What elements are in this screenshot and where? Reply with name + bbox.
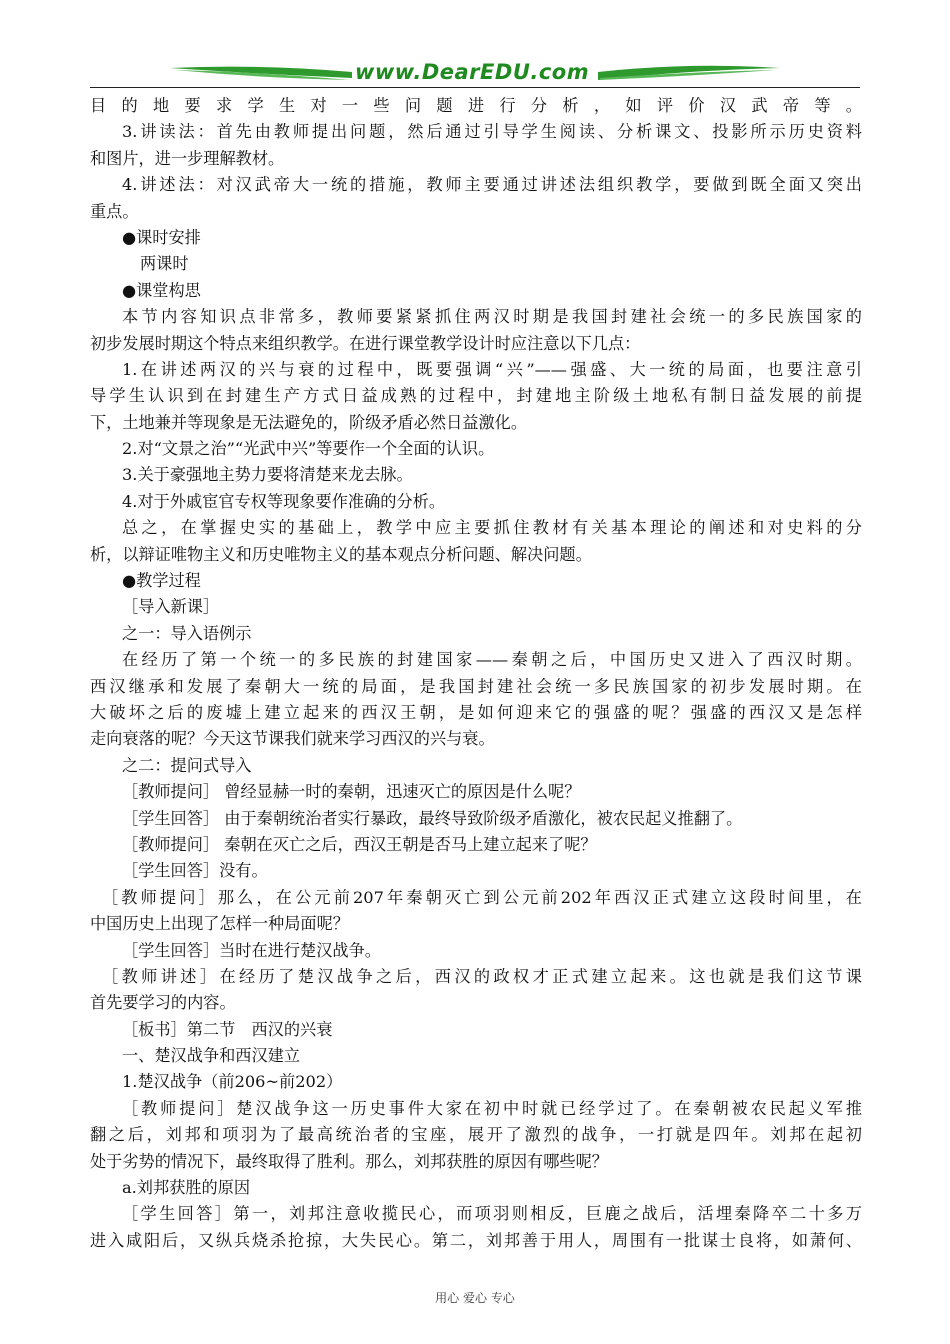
text-line: 总之，在掌握史实的基础上，教学中应主要抓住教材有关基本理论的阐述和对史料的分: [122, 518, 862, 538]
text-line: 处于劣势的情况下，最终取得了胜利。那么，刘邦获胜的原因有哪些呢？: [90, 1151, 608, 1171]
text-line: 之一：导入语例示: [122, 623, 252, 643]
text-line: ［导入新课］: [122, 597, 220, 617]
text-line: ［教师提问］ 曾经显赫一时的秦朝，迅速灭亡的原因是什么呢？: [122, 782, 581, 802]
section-heading: ●课时安排: [122, 227, 201, 247]
text-line: ［板书］第二节 西汉的兴衰: [122, 1019, 333, 1039]
document-body: [90, 93, 862, 1254]
text-line: ［学生回答］第一，刘邦注意收揽民心，而项羽则相反，巨鹿之战后，活埋秦降卒二十多万: [122, 1204, 862, 1224]
text-line: 大破坏之后的废墟上建立起来的西汉王朝，是如何迎来它的强盛的呢？强盛的西汉又是怎样: [90, 702, 862, 722]
site-url-logo: www.DearEDU.com: [355, 60, 590, 84]
text-line: 1.在讲述两汉的兴与衰的过程中，既要强调“兴”——强盛、大一统的局面，也要注意引: [122, 359, 862, 379]
text-line: 4.讲述法：对汉武帝大一统的措施，教师主要通过讲述法组织教学，要做到既全面又突出: [122, 175, 862, 195]
text-line: 和图片，进一步理解教材。: [90, 148, 285, 168]
section-heading: ●教学过程: [122, 571, 201, 591]
text-line: ［教师讲述］在经历了楚汉战争之后，西汉的政权才正式建立起来。这也就是我们这节课: [102, 966, 862, 986]
text-line: ［教师提问］那么，在公元前207年秦朝灭亡到公元前202年西汉正式建立这段时间里，在: [102, 887, 862, 907]
text-line: 重点。: [90, 201, 139, 221]
text-line: 导学生认识到在封建生产方式日益成熟的过程中，封建地主阶级土地私有制日益发展的前提: [90, 386, 862, 406]
text-line: ［学生回答］没有。: [122, 861, 268, 881]
text-line: 本节内容知识点非常多，教师要紧紧抓住两汉时期是我国封建社会统一的多民族国家的: [122, 307, 862, 327]
text-line: 目的地要求学生对一些问题进行分析，如评价汉武帝等。: [90, 96, 862, 115]
text-line: 西汉继承和发展了秦朝大一统的局面，是我国封建社会统一多民族国家的初步发展时期。在: [90, 676, 862, 696]
text-line: a.刘邦获胜的原因: [122, 1178, 251, 1198]
text-line: 走向衰落的呢？今天这节课我们就来学习西汉的兴与衰。: [90, 729, 495, 749]
text-line: 析，以辩证唯物主义和历史唯物主义的基本观点分析问题、解决问题。: [90, 544, 592, 564]
text-line: 首先要学习的内容。: [90, 993, 236, 1013]
text-line: 一、楚汉战争和西汉建立: [122, 1046, 301, 1066]
text-line: 两课时: [140, 254, 189, 274]
text-line: 翻之后，刘邦和项羽为了最高统治者的宝座，展开了激烈的战争，一打就是四年。刘邦在起初: [90, 1125, 862, 1145]
header-rule: [90, 87, 860, 88]
page-header: [0, 0, 950, 95]
text-line: 4.对于外戚宦官专权等现象要作准确的分析。: [122, 491, 446, 511]
text-line: 下，土地兼并等现象是无法避免的，阶级矛盾必然日益激化。: [90, 412, 528, 432]
text-line: 中国历史上出现了怎样一种局面呢？: [90, 914, 349, 934]
text-line: 3.讲读法：首先由教师提出问题，然后通过引导学生阅读、分析课文、投影所示历史资料: [122, 122, 862, 142]
text-line: ［学生回答］当时在进行楚汉战争。: [122, 940, 381, 960]
text-line: 进入咸阳后，又纵兵烧杀抢掠，大失民心。第二，刘邦善于用人，周围有一批谋士良将，如萧何、: [90, 1230, 862, 1250]
text-line: 2.对“文景之治”“光武中兴”等要作一个全面的认识。: [122, 439, 495, 459]
text-line: 之二：提问式导入: [122, 755, 252, 775]
text-line: 初步发展时期这个特点来组织教学。在进行课堂教学设计时应注意以下几点：: [90, 333, 641, 353]
text-line: 1.楚汉战争（前206~前202）: [122, 1072, 343, 1092]
section-heading: ●课堂构思: [122, 280, 201, 300]
text-line: ［教师提问］ 秦朝在灭亡之后，西汉王朝是否马上建立起来了呢？: [122, 834, 597, 854]
text-line: 3.关于豪强地主势力要将清楚来龙去脉。: [122, 465, 413, 485]
text-line: ［学生回答］ 由于秦朝统治者实行暴政，最终导致阶级矛盾激化，被农民起义推翻了。: [122, 808, 743, 828]
text-line: ［教师提问］楚汉战争这一历史事件大家在初中时就已经学过了。在秦朝被农民起义军推: [122, 1098, 862, 1118]
page-footer: 用心 爱心 专心: [435, 1291, 515, 1305]
text-line: 在经历了第一个统一的多民族的封建国家——秦朝之后，中国历史又进入了西汉时期。: [122, 650, 862, 670]
